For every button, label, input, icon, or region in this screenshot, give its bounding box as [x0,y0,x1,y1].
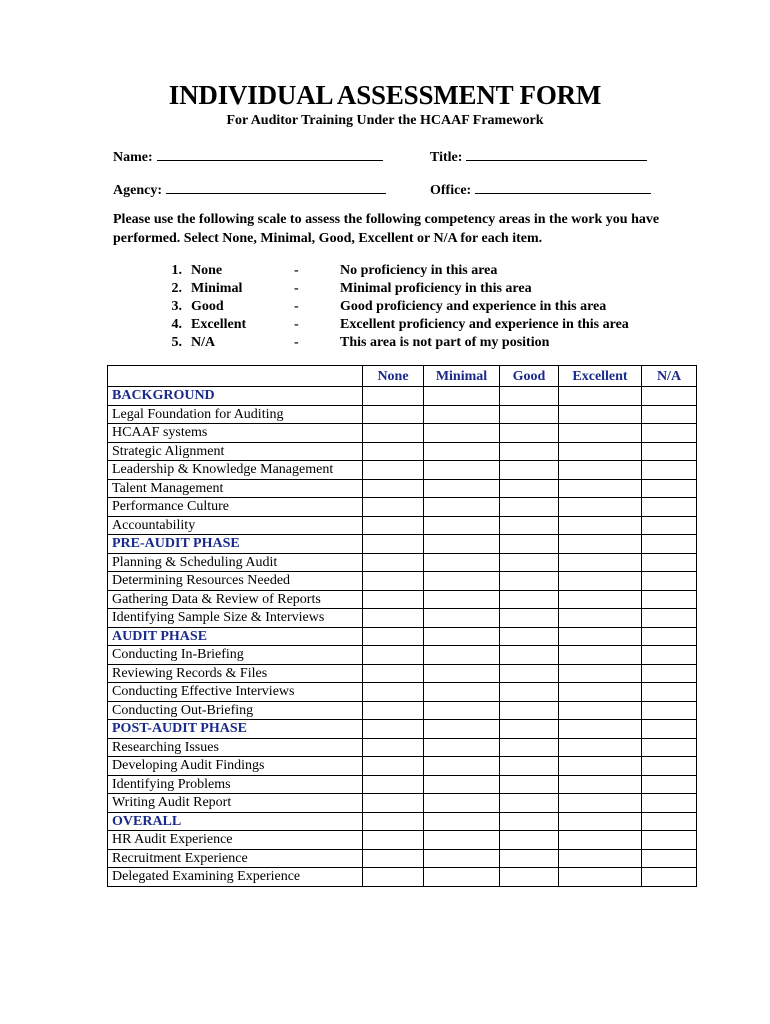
rating-cell-minimal[interactable] [424,442,500,461]
table-row [108,590,697,609]
rating-cell-minimal[interactable] [424,775,500,794]
competency-label: Reviewing Records & Files [108,664,363,683]
table-row [108,609,697,628]
rating-cell-good[interactable] [500,461,559,480]
section-row [108,812,697,831]
rating-cell-none[interactable] [363,720,424,739]
rating-cell-none[interactable] [363,553,424,572]
rating-cell-minimal[interactable] [424,683,500,702]
rating-cell-excellent[interactable] [559,609,642,628]
table-body [108,387,697,887]
rating-cell-good[interactable] [500,405,559,424]
rating-cell-na[interactable] [642,868,697,887]
scale-description: Minimal proficiency in this area [340,281,532,296]
table-row [108,516,697,535]
rating-cell-excellent[interactable] [559,849,642,868]
rating-cell-excellent[interactable] [559,387,642,406]
table-row [108,424,697,443]
rating-cell-none[interactable] [363,590,424,609]
rating-cell-excellent[interactable] [559,405,642,424]
rating-cell-good[interactable] [500,794,559,813]
rating-cell-excellent[interactable] [559,664,642,683]
rating-cell-excellent[interactable] [559,720,642,739]
rating-cell-minimal[interactable] [424,405,500,424]
rating-cell-minimal[interactable] [424,387,500,406]
rating-cell-minimal[interactable] [424,590,500,609]
column-header-none: None [363,366,424,387]
rating-cell-na[interactable] [642,479,697,498]
rating-cell-na[interactable] [642,590,697,609]
rating-cell-none[interactable] [363,868,424,887]
rating-cell-minimal[interactable] [424,701,500,720]
rating-cell-na[interactable] [642,424,697,443]
rating-cell-minimal[interactable] [424,479,500,498]
name-field [113,146,383,166]
rating-cell-none[interactable] [363,461,424,480]
rating-cell-na[interactable] [642,646,697,665]
table-row [108,405,697,424]
rating-cell-good[interactable] [500,664,559,683]
rating-cell-good[interactable] [500,646,559,665]
rating-cell-excellent[interactable] [559,775,642,794]
rating-cell-na[interactable] [642,405,697,424]
scale-label: None [191,263,223,278]
competency-label: HCAAF systems [108,424,363,443]
rating-cell-minimal[interactable] [424,812,500,831]
section-heading: BACKGROUND [108,387,363,406]
rating-cell-none[interactable] [363,442,424,461]
office-input-line[interactable] [475,179,651,194]
competency-label: Legal Foundation for Auditing [108,405,363,424]
rating-cell-minimal[interactable] [424,868,500,887]
rating-cell-minimal[interactable] [424,424,500,443]
scale-number: 4. [171,317,182,332]
name-label: Name: [113,150,153,165]
scale-dash: - [294,281,299,296]
rating-cell-excellent[interactable] [559,646,642,665]
rating-cell-na[interactable] [642,535,697,554]
rating-cell-excellent[interactable] [559,535,642,554]
rating-cell-minimal[interactable] [424,720,500,739]
rating-cell-na[interactable] [642,498,697,517]
agency-input-line[interactable] [166,179,386,194]
competency-label: Conducting In-Briefing [108,646,363,665]
rating-cell-none[interactable] [363,812,424,831]
competency-label: Accountability [108,516,363,535]
name-input-line[interactable] [157,146,383,161]
rating-cell-minimal[interactable] [424,572,500,591]
scale-label: N/A [191,335,216,350]
rating-cell-good[interactable] [500,720,559,739]
rating-cell-none[interactable] [363,387,424,406]
competency-label: Determining Resources Needed [108,572,363,591]
table-row [108,831,697,850]
scale-label: Excellent [191,317,247,332]
rating-cell-none[interactable] [363,664,424,683]
rating-cell-na[interactable] [642,664,697,683]
rating-cell-minimal[interactable] [424,738,500,757]
table-row [108,775,697,794]
rating-cell-good[interactable] [500,535,559,554]
section-row [108,535,697,554]
rating-cell-excellent[interactable] [559,831,642,850]
office-label: Office: [430,183,472,198]
table-row [108,868,697,887]
rating-cell-minimal[interactable] [424,535,500,554]
rating-cell-good[interactable] [500,516,559,535]
scale-number: 3. [171,299,182,314]
rating-cell-excellent[interactable] [559,794,642,813]
rating-cell-good[interactable] [500,479,559,498]
scale-number: 2. [171,281,182,296]
rating-cell-na[interactable] [642,757,697,776]
table-row [108,498,697,517]
rating-cell-excellent[interactable] [559,498,642,517]
rating-cell-excellent[interactable] [559,442,642,461]
table-row [108,794,697,813]
rating-cell-good[interactable] [500,738,559,757]
rating-cell-na[interactable] [642,572,697,591]
competency-label: Conducting Effective Interviews [108,683,363,702]
title-input-line[interactable] [466,146,647,161]
form-title: INDIVIDUAL ASSESSMENT FORM [168,80,602,110]
rating-cell-na[interactable] [642,627,697,646]
competency-label: Developing Audit Findings [108,757,363,776]
rating-cell-none[interactable] [363,627,424,646]
rating-cell-none[interactable] [363,775,424,794]
rating-cell-good[interactable] [500,627,559,646]
rating-cell-minimal[interactable] [424,849,500,868]
rating-cell-none[interactable] [363,498,424,517]
rating-cell-good[interactable] [500,609,559,628]
rating-cell-minimal[interactable] [424,609,500,628]
rating-cell-minimal[interactable] [424,627,500,646]
rating-cell-good[interactable] [500,424,559,443]
competency-label: Gathering Data & Review of Reports [108,590,363,609]
rating-cell-none[interactable] [363,479,424,498]
rating-cell-good[interactable] [500,590,559,609]
scale-label: Good [191,299,224,314]
competency-label: Delegated Examining Experience [108,868,363,887]
scale-label: Minimal [191,281,243,296]
rating-cell-minimal[interactable] [424,646,500,665]
rating-cell-good[interactable] [500,831,559,850]
rating-cell-good[interactable] [500,683,559,702]
rating-cell-none[interactable] [363,794,424,813]
rating-cell-none[interactable] [363,535,424,554]
scale-description: Good proficiency and experience in this area [340,299,607,314]
rating-cell-minimal[interactable] [424,553,500,572]
table-row [108,664,697,683]
table-row [108,553,697,572]
rating-cell-none[interactable] [363,738,424,757]
rating-cell-good[interactable] [500,572,559,591]
section-heading: AUDIT PHASE [108,627,363,646]
column-header-minimal: Minimal [424,366,500,387]
scale-dash: - [294,335,299,350]
competency-label: Planning & Scheduling Audit [108,553,363,572]
table-header-row [108,366,697,387]
scale-number: 1. [171,263,182,278]
rating-cell-good[interactable] [500,757,559,776]
rating-cell-none[interactable] [363,683,424,702]
rating-cell-none[interactable] [363,424,424,443]
rating-cell-na[interactable] [642,387,697,406]
scale-dash: - [294,263,299,278]
rating-cell-minimal[interactable] [424,831,500,850]
table-row [108,442,697,461]
table-row [108,683,697,702]
rating-cell-na[interactable] [642,442,697,461]
rating-cell-na[interactable] [642,849,697,868]
rating-cell-good[interactable] [500,775,559,794]
assessment-table [107,365,697,887]
scale-dash: - [294,317,299,332]
column-header-excellent: Excellent [559,366,642,387]
office-field [430,179,651,199]
rating-cell-none[interactable] [363,701,424,720]
section-heading: POST-AUDIT PHASE [108,720,363,739]
rating-cell-excellent[interactable] [559,868,642,887]
rating-cell-good[interactable] [500,868,559,887]
rating-cell-good[interactable] [500,812,559,831]
title-field [430,146,647,166]
scale-description: This area is not part of my position [340,335,550,350]
rating-cell-na[interactable] [642,720,697,739]
rating-cell-na[interactable] [642,812,697,831]
table-row [108,572,697,591]
table-row [108,461,697,480]
table-row [108,479,697,498]
title-label: Title: [430,150,463,165]
agency-field [113,179,386,199]
rating-cell-good[interactable] [500,498,559,517]
section-heading: OVERALL [108,812,363,831]
competency-label: Conducting Out-Briefing [108,701,363,720]
rating-cell-excellent[interactable] [559,812,642,831]
table-row [108,646,697,665]
rating-cell-na[interactable] [642,794,697,813]
competency-label: Researching Issues [108,738,363,757]
column-header-na: N/A [642,366,697,387]
scale-number: 5. [171,335,182,350]
rating-cell-na[interactable] [642,831,697,850]
table-row [108,701,697,720]
rating-cell-none[interactable] [363,831,424,850]
column-header-good: Good [500,366,559,387]
rating-cell-na[interactable] [642,683,697,702]
rating-cell-minimal[interactable] [424,794,500,813]
rating-cell-minimal[interactable] [424,516,500,535]
rating-cell-excellent[interactable] [559,590,642,609]
rating-cell-na[interactable] [642,738,697,757]
rating-cell-excellent[interactable] [559,479,642,498]
competency-label: Identifying Sample Size & Interviews [108,609,363,628]
table-row [108,738,697,757]
rating-cell-excellent[interactable] [559,701,642,720]
rating-cell-none[interactable] [363,646,424,665]
section-row [108,387,697,406]
rating-cell-minimal[interactable] [424,757,500,776]
rating-cell-good[interactable] [500,442,559,461]
agency-label: Agency: [113,183,162,198]
rating-cell-excellent[interactable] [559,757,642,776]
rating-cell-none[interactable] [363,572,424,591]
form-subtitle: For Auditor Training Under the HCAAF Framework [226,113,544,128]
rating-cell-good[interactable] [500,701,559,720]
rating-cell-excellent[interactable] [559,516,642,535]
rating-cell-minimal[interactable] [424,664,500,683]
rating-cell-na[interactable] [642,516,697,535]
rating-cell-good[interactable] [500,387,559,406]
competency-label: Writing Audit Report [108,794,363,813]
section-row [108,627,697,646]
rating-cell-na[interactable] [642,701,697,720]
competency-label: Recruitment Experience [108,849,363,868]
rating-cell-excellent[interactable] [559,461,642,480]
table-row [108,757,697,776]
rating-cell-na[interactable] [642,461,697,480]
rating-cell-na[interactable] [642,553,697,572]
competency-label: HR Audit Experience [108,831,363,850]
competency-label: Leadership & Knowledge Management [108,461,363,480]
rating-cell-minimal[interactable] [424,461,500,480]
competency-label: Performance Culture [108,498,363,517]
rating-cell-excellent[interactable] [559,683,642,702]
rating-cell-na[interactable] [642,609,697,628]
rating-cell-excellent[interactable] [559,553,642,572]
competency-label: Talent Management [108,479,363,498]
table-row [108,849,697,868]
rating-cell-excellent[interactable] [559,572,642,591]
rating-cell-none[interactable] [363,609,424,628]
rating-cell-minimal[interactable] [424,498,500,517]
rating-cell-none[interactable] [363,405,424,424]
scale-dash: - [294,299,299,314]
rating-cell-excellent[interactable] [559,627,642,646]
rating-cell-good[interactable] [500,849,559,868]
rating-cell-none[interactable] [363,849,424,868]
rating-cell-none[interactable] [363,516,424,535]
competency-label: Identifying Problems [108,775,363,794]
rating-cell-excellent[interactable] [559,424,642,443]
competency-label: Strategic Alignment [108,442,363,461]
instructions-text: Please use the following scale to assess the following competency areas in the work you have performed. Select None, Minimal, Good, Excellent or N/A for each item. [113,212,660,246]
rating-cell-na[interactable] [642,775,697,794]
scale-description: No proficiency in this area [340,263,498,278]
header-blank-cell [108,366,363,387]
section-row [108,720,697,739]
rating-cell-none[interactable] [363,757,424,776]
rating-cell-excellent[interactable] [559,738,642,757]
rating-cell-good[interactable] [500,553,559,572]
scale-description: Excellent proficiency and experience in this area [340,317,629,332]
section-heading: PRE-AUDIT PHASE [108,535,363,554]
